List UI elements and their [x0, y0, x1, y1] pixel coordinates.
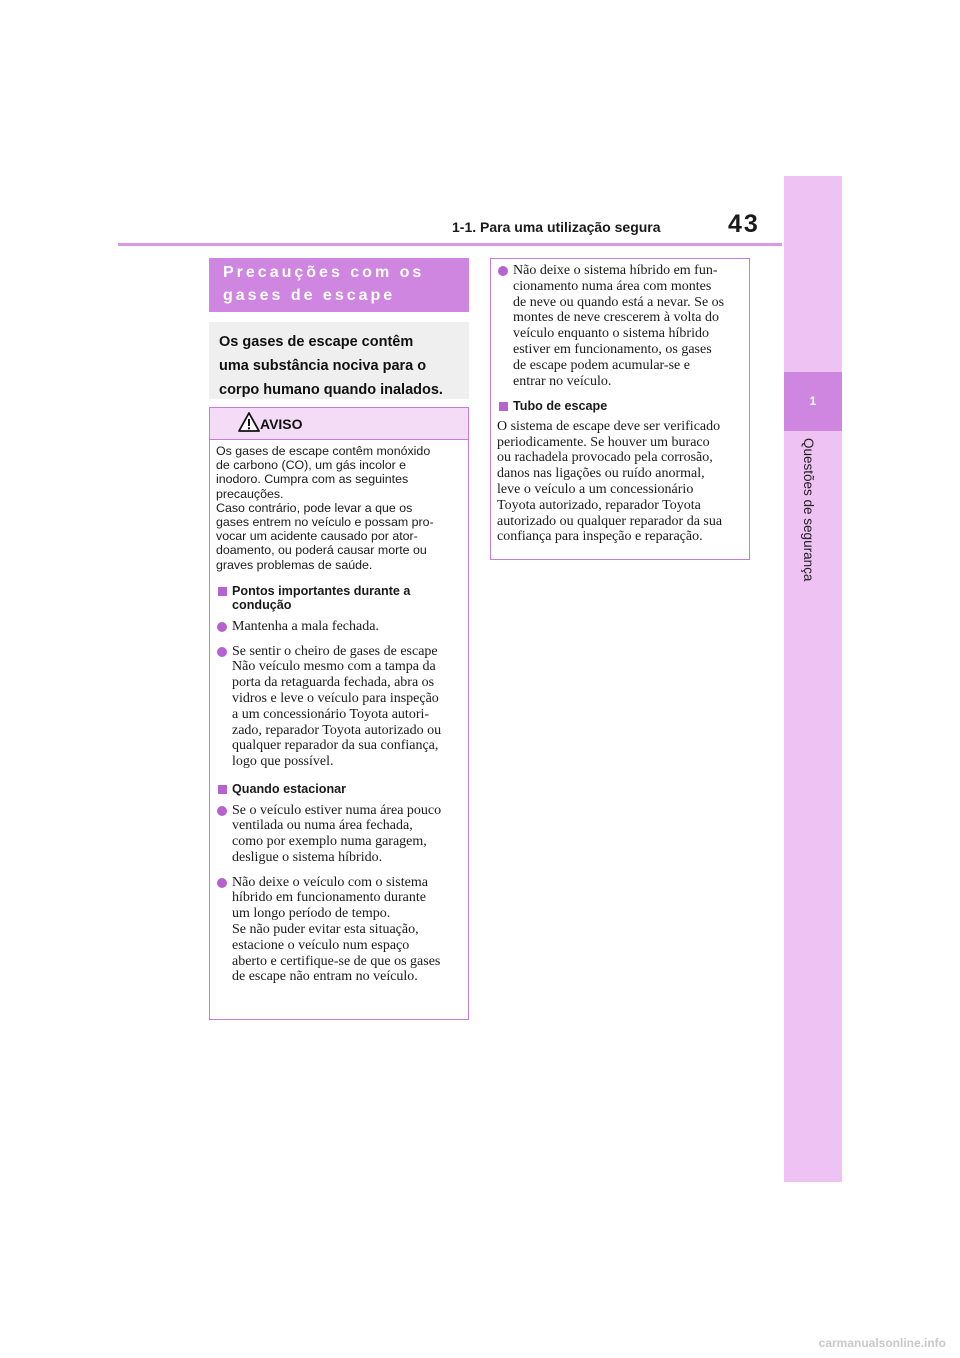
text-line: Os gases de escape contêm: [219, 334, 414, 350]
text-line: periodicamente. Se houver um buraco: [497, 434, 710, 450]
subsection-heading-text: [232, 584, 463, 613]
text-line: leve o veículo a um concessionário: [497, 482, 694, 498]
text-line: Se sentir o cheiro de gases de escape: [232, 643, 438, 659]
text-line: Precauções com os: [223, 264, 425, 281]
subsection-heading-text: [232, 782, 463, 797]
topic-title: [223, 261, 455, 307]
text-line: desligue o sistema híbrido.: [232, 849, 383, 865]
text-line: Quando estacionar: [232, 782, 347, 796]
text-line: corpo humano quando inalados.: [219, 382, 443, 398]
text-line: qualquer reparador da sua confiança,: [232, 738, 439, 754]
topic-title-box: [209, 258, 469, 312]
text-line: de neve ou quando está a nevar. Se os: [513, 294, 725, 310]
text-line: Caso contrário, pode levar a que os: [216, 500, 413, 515]
subsection-heading-parking: [216, 782, 463, 797]
list-item: [216, 619, 463, 635]
text-line: estacione o veículo num espaço: [232, 937, 410, 953]
text-line: gases de escape: [223, 287, 396, 304]
circle-bullet-icon: [217, 622, 227, 632]
summary-box: [209, 322, 469, 399]
text-line: Toyota autorizado, reparador Toyota: [497, 497, 701, 513]
text-line: porta da retaguarda fechada, abra os: [232, 675, 435, 691]
text-line: um longo período de tempo.: [232, 906, 391, 922]
chapter-title: Questões de segurança: [801, 438, 816, 582]
text-line: vocar um acidente causado por ator-: [216, 529, 418, 544]
chapter-side-tab: [784, 176, 842, 1182]
square-bullet-icon: [499, 402, 508, 411]
warning-triangle-icon: [238, 412, 260, 432]
text-line: inodoro. Cumpra com as seguintes: [216, 472, 409, 487]
text-line: doamento, ou poderá causar morte ou: [216, 543, 427, 558]
text-line: gases entrem no veículo e possam pro-: [216, 515, 434, 530]
text-line: a um concessionário Toyota autori-: [232, 706, 430, 722]
text-line: condução: [232, 598, 292, 613]
subsection-heading-exhaust: [497, 399, 744, 414]
text-line: Pontos importantes durante a: [232, 583, 411, 598]
text-line: zado, reparador Toyota autorizado ou: [232, 722, 442, 738]
text-line: Se não puder evitar esta situação,: [232, 922, 419, 938]
warning-body: [210, 440, 468, 985]
page-number: 43: [728, 210, 760, 238]
text-line: graves problemas de saúde.: [216, 557, 373, 572]
square-bullet-icon: [218, 785, 227, 794]
text-line: ventilada ou numa área fechada,: [232, 818, 413, 834]
text-line: logo que possível.: [232, 754, 334, 770]
text-line: veículo enquanto o sistema híbrido: [513, 326, 709, 342]
text-line: O sistema de escape deve ser verificado: [497, 418, 721, 434]
text-line: de escape não entram no veículo.: [232, 969, 418, 985]
section-title: 1-1. Para uma utilização segura: [452, 219, 661, 235]
text-line: confiança para inspeção e reparação.: [497, 529, 703, 545]
text-line: cionamento numa área com montes: [513, 278, 712, 294]
subsection-heading-driving: [216, 584, 463, 613]
circle-bullet-icon: [217, 878, 227, 888]
warning-box: [209, 407, 469, 1020]
text-line: Não deixe o sistema híbrido em fun-: [513, 263, 718, 278]
warning-intro: [216, 444, 463, 572]
text-line: aberto e certifique-se de que os gases: [232, 953, 441, 969]
list-item: [497, 263, 744, 389]
warning-label: AVISO: [260, 416, 303, 432]
header-divider: [118, 243, 782, 246]
text-line: danos nas ligações ou ruído anormal,: [497, 466, 705, 482]
text-line: uma substância nociva para o: [219, 358, 427, 374]
text-line: estiver em funcionamento, os gases: [513, 341, 712, 357]
chapter-number: 1: [809, 394, 817, 408]
list-item-text: [232, 619, 463, 635]
text-line: vidros e leve o veículo para inspeção: [232, 691, 439, 707]
text-line: de escape podem acumular-se e: [513, 357, 690, 373]
list-item: [216, 644, 463, 770]
text-line: Tubo de escape: [513, 399, 608, 414]
text-line: entrar no veículo.: [513, 373, 612, 389]
text-line: Mantenha a mala fechada.: [232, 618, 379, 634]
list-item-text: [232, 875, 463, 986]
summary-text: [219, 330, 459, 402]
text-line: montes de neve crescerem à volta do: [513, 310, 720, 326]
warning-header: [210, 408, 468, 440]
text-line: Não deixe o veículo com o sistema: [232, 874, 428, 890]
list-item-text: [232, 803, 463, 866]
text-line: ou rachadela provocado pela corrosão,: [497, 450, 713, 466]
warning-continued-box: [490, 258, 750, 560]
exhaust-paragraph: [497, 419, 744, 545]
text-line: precauções.: [216, 486, 284, 501]
text-line: de carbono (CO), um gás incolor e: [216, 458, 407, 473]
text-line: Não veículo mesmo com a tampa da: [232, 659, 436, 675]
text-line: Os gases de escape contêm monóxido: [216, 444, 431, 458]
text-line: autorizado ou qualquer reparador da sua: [497, 513, 723, 529]
circle-bullet-icon: [217, 806, 227, 816]
text-line: como por exemplo numa garagem,: [232, 834, 427, 850]
list-item: [216, 803, 463, 866]
circle-bullet-icon: [498, 266, 508, 276]
circle-bullet-icon: [217, 647, 227, 657]
text-line: Se o veículo estiver numa área pouco: [232, 802, 442, 818]
list-item-text: [513, 263, 744, 389]
footer-watermark: carmanualsonline.info: [818, 1336, 946, 1350]
subsection-heading-text: [513, 399, 744, 414]
text-line: híbrido em funcionamento durante: [232, 890, 426, 906]
list-item: [216, 875, 463, 986]
square-bullet-icon: [218, 587, 227, 596]
list-item-text: [232, 644, 463, 770]
